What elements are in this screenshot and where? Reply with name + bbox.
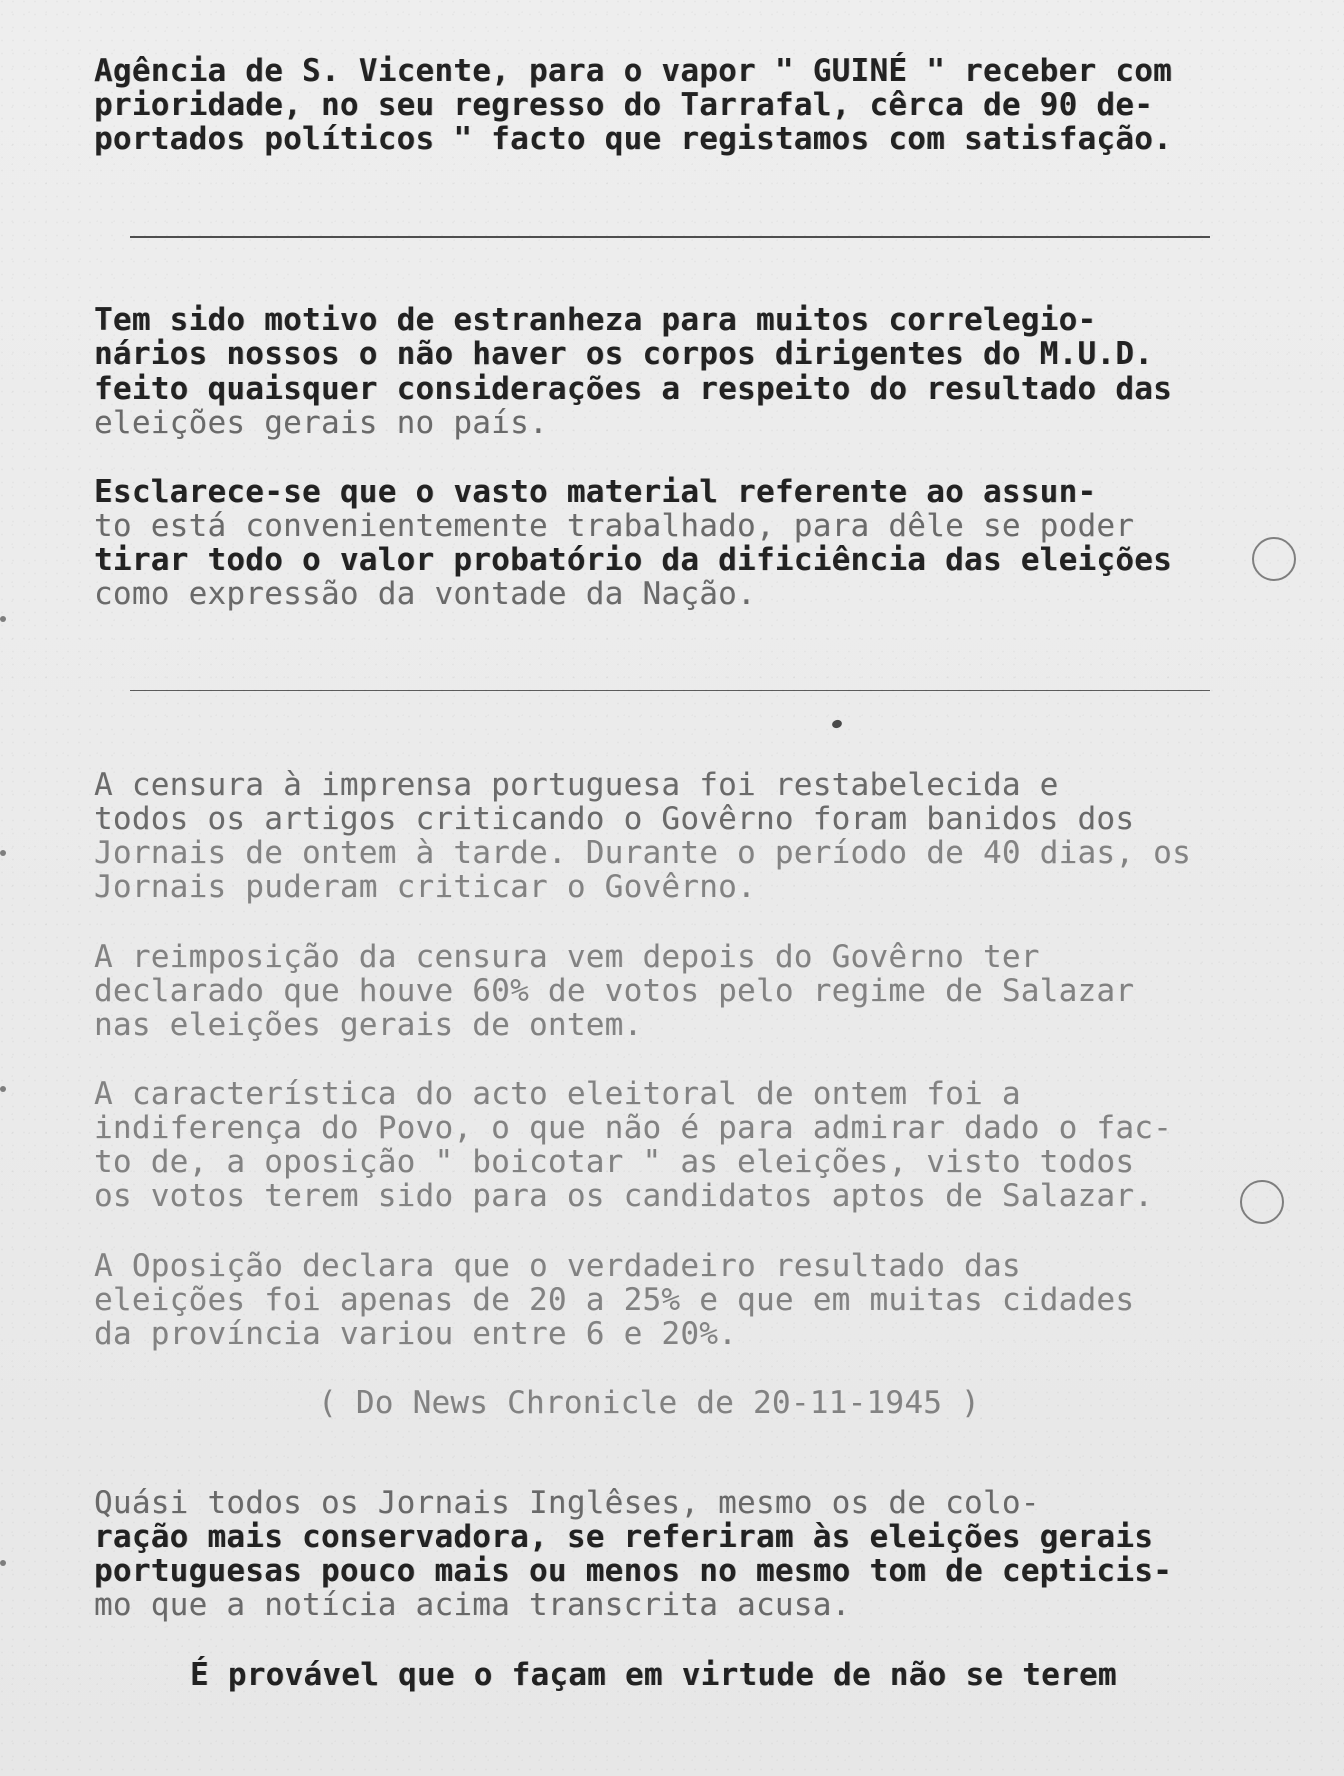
- third-block-line-1: Esclarece-se que o vasto material referente ao assun-: [94, 474, 1097, 510]
- ink-dot: [831, 719, 843, 730]
- first-block-line-3: portados políticos " facto que registamos com satisfação.: [94, 121, 1173, 157]
- british-line-4: mo que a notícia acima transcrita acusa.: [94, 1587, 851, 1623]
- characteristic-line-3: to de, a oposição " boicotar " as eleições, visto todos: [94, 1144, 1135, 1180]
- characteristic-line-1: A característica do acto eleitoral de ontem foi a: [94, 1076, 1021, 1112]
- reimposition-line-2: declarado que houve 60% de votos pelo regime de Salazar: [94, 973, 1135, 1009]
- margin-circle-mark-lower: [1240, 1180, 1284, 1224]
- news-chronicle-source: ( Do News Chronicle de 20-11-1945 ): [318, 1385, 980, 1421]
- left-margin-mark-4: [0, 1560, 6, 1566]
- second-block-line-2: nários nossos o não haver os corpos dirigentes do M.U.D.: [94, 336, 1154, 372]
- reimposition-line-3: nas eleições gerais de ontem.: [94, 1007, 643, 1043]
- third-block-line-4: como expressão da vontade da Nação.: [94, 576, 756, 612]
- second-block-line-3: feito quaisquer considerações a respeito do resultado das: [94, 371, 1173, 407]
- censorship-line-2: todos os artigos criticando o Govêrno foram banidos dos: [94, 801, 1135, 837]
- opposition-line-1: A Oposição declara que o verdadeiro resultado das: [94, 1248, 1021, 1284]
- characteristic-line-2: indiferença do Povo, o que não é para admirar dado o fac-: [94, 1110, 1173, 1146]
- censorship-line-4: Jornais puderam criticar o Govêrno.: [94, 869, 756, 905]
- censorship-line-3: Jornais de ontem à tarde. Durante o período de 40 dias, os: [94, 835, 1191, 871]
- censorship-line-1: A censura à imprensa portuguesa foi restabelecida e: [94, 767, 1059, 803]
- british-line-3: portuguesas pouco mais ou menos no mesmo tom de cepticis-: [94, 1553, 1173, 1589]
- third-block-line-2: to está convenientemente trabalhado, para dêle se poder: [94, 508, 1135, 544]
- reimposition-line-1: A reimposição da censura vem depois do Govêrno ter: [94, 939, 1040, 975]
- final-partial-line: É provável que o façam em virtude de não se terem: [190, 1657, 1117, 1693]
- british-line-1: Quási todos os Jornais Inglêses, mesmo os de colo-: [94, 1485, 1040, 1521]
- margin-circle-mark-upper: [1252, 537, 1296, 581]
- divider-top: [130, 236, 1210, 238]
- left-margin-mark-1: [0, 616, 6, 622]
- left-margin-mark-3: [0, 1086, 6, 1092]
- opposition-line-3: da província variou entre 6 e 20%.: [94, 1316, 738, 1352]
- characteristic-line-4: os votos terem sido para os candidatos aptos de Salazar.: [94, 1178, 1154, 1214]
- opposition-line-2: eleições foi apenas de 20 a 25% e que em muitas cidades: [94, 1282, 1135, 1318]
- second-block-line-1: Tem sido motivo de estranheza para muitos correlegio-: [94, 302, 1097, 338]
- third-block-line-3: tirar todo o valor probatório da dificiência das eleições: [94, 542, 1173, 578]
- left-margin-mark-2: [0, 850, 6, 856]
- first-block-line-1: Agência de S. Vicente, para o vapor " GUINÉ " receber com: [94, 53, 1173, 89]
- first-block-line-2: prioridade, no seu regresso do Tarrafal, cêrca de 90 de-: [94, 87, 1154, 123]
- second-block-line-4: eleições gerais no país.: [94, 405, 548, 441]
- british-line-2: ração mais conservadora, se referiram às eleições gerais: [94, 1519, 1154, 1555]
- divider-middle: [130, 690, 1210, 691]
